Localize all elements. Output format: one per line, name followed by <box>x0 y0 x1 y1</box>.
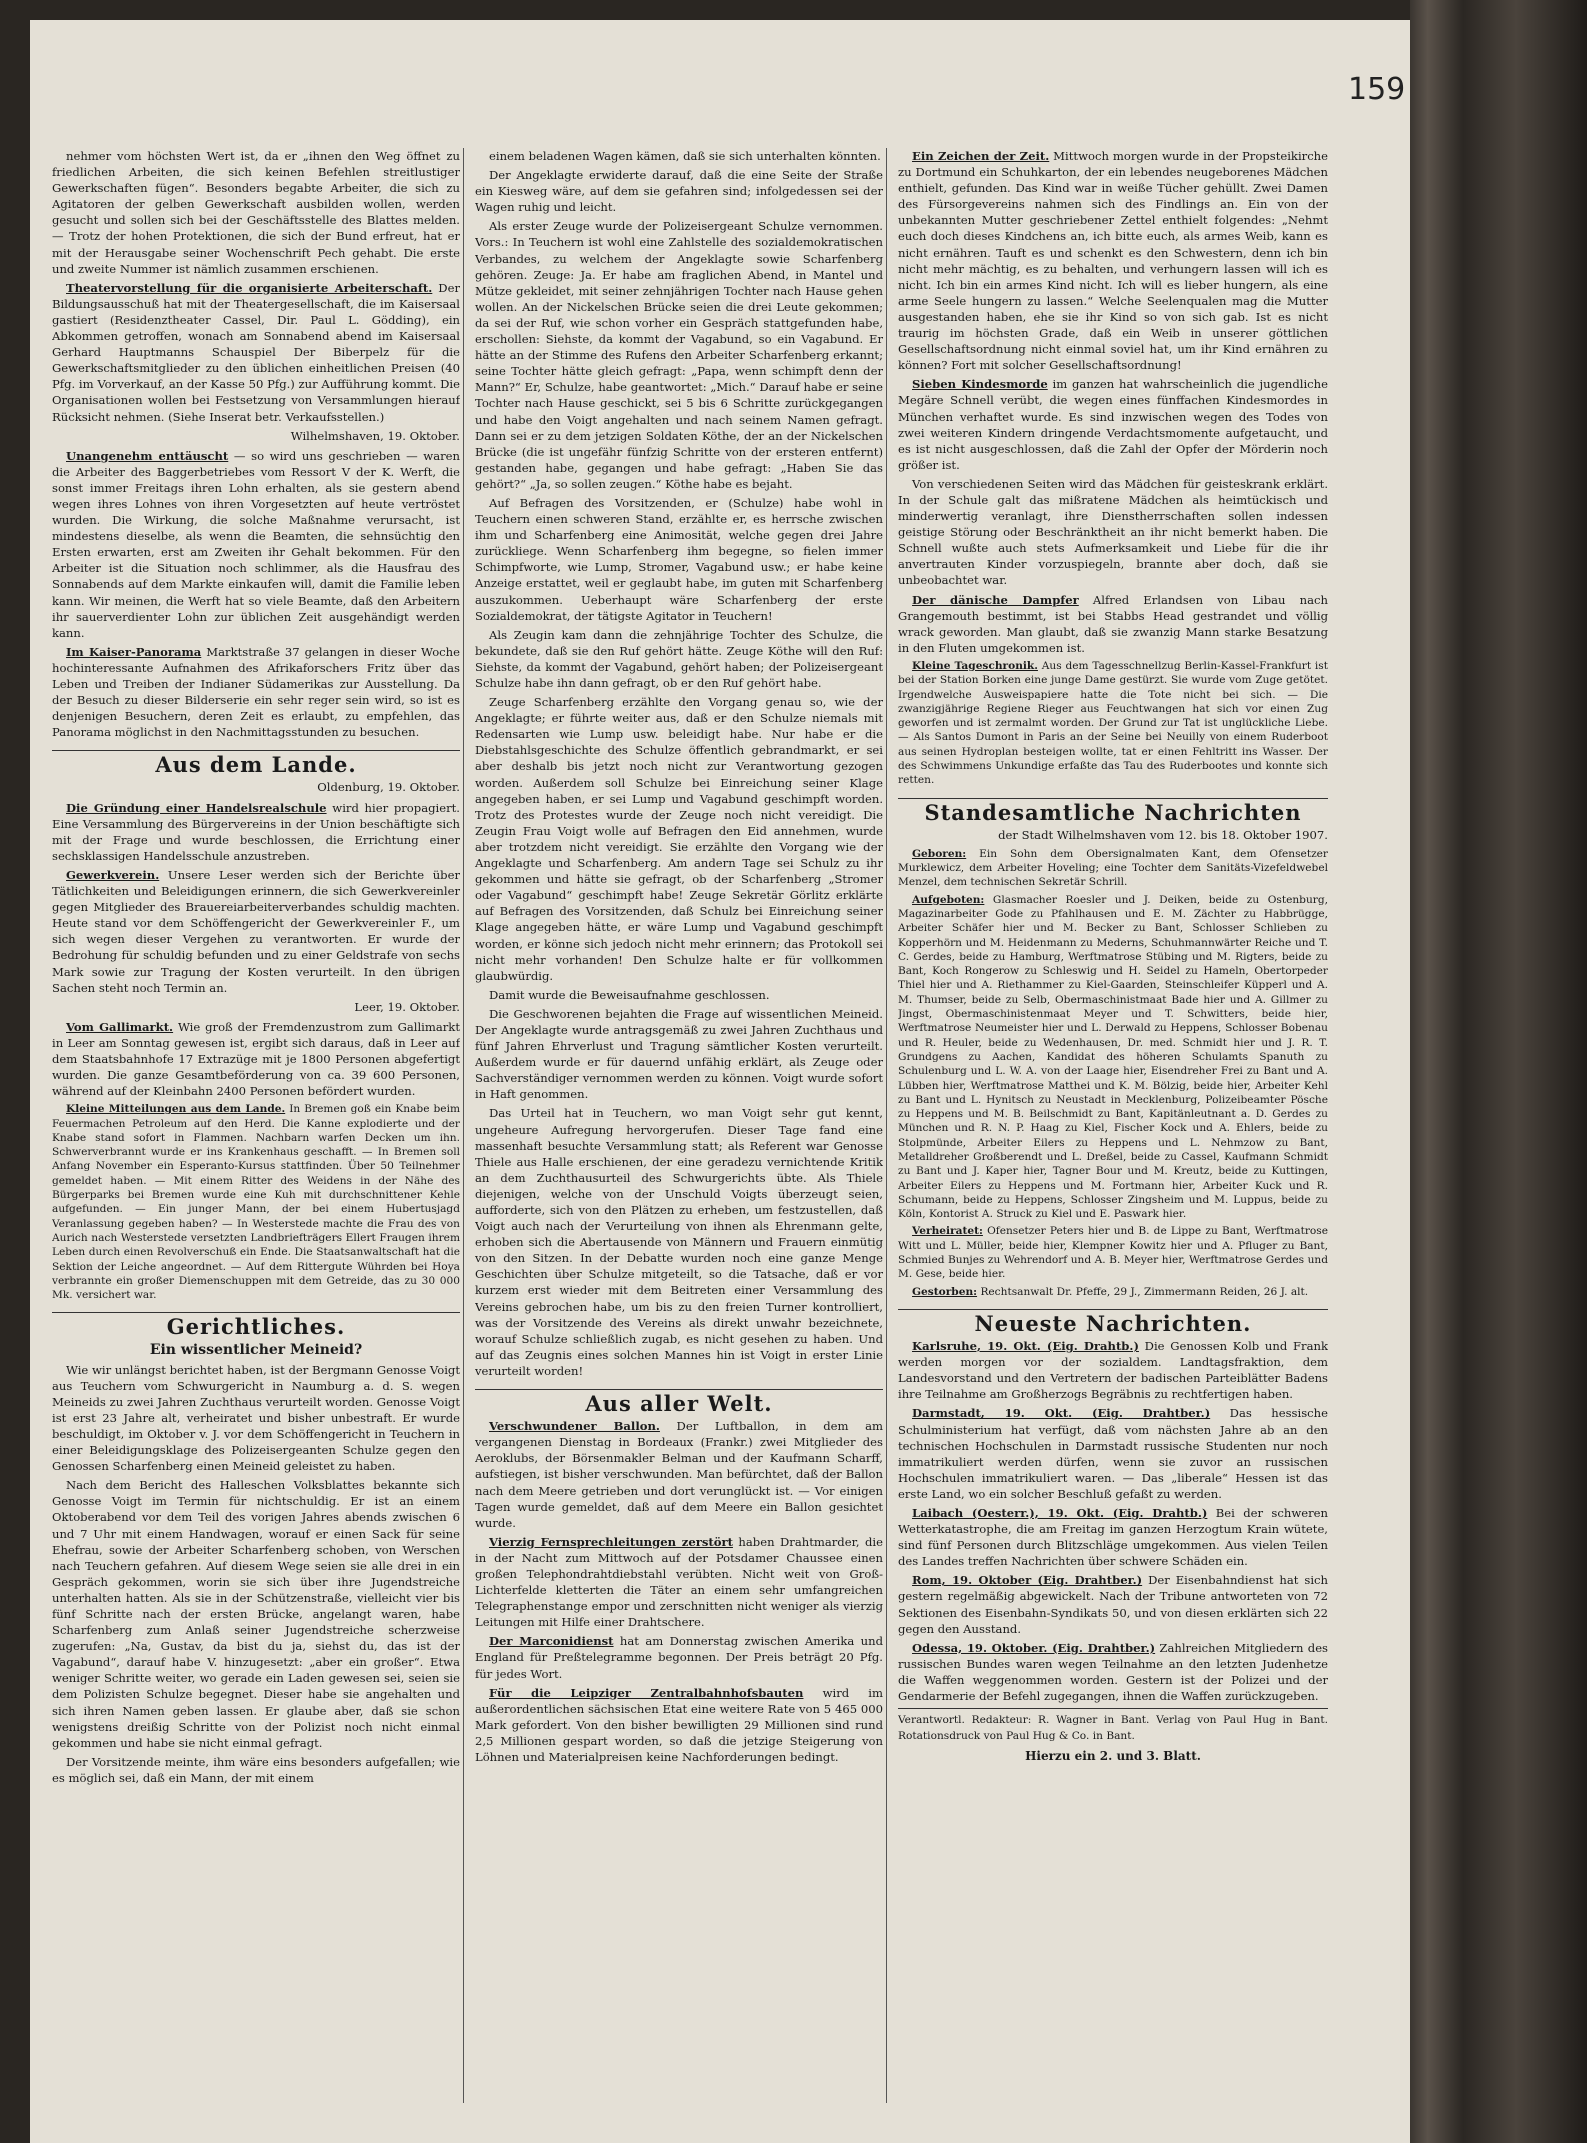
article-text: Die Geschworenen bejahten die Frage auf wissentlichen Meineid. Der Angeklagte wurde antragsgemäß zu zwei Jahren Zuchthaus und fünf Jahren Ehrverlust und Tragung sämtlicher Kosten verurteilt. Außerdem wurde er für dauernd unfähig erklärt, als Zeuge oder Sachverständiger vernommen werden zu können. Voigt wurde sofort in Haft genommen. <box>475 1006 883 1102</box>
article-paragraph <box>898 847 1328 890</box>
article-headline: Rom, 19. Oktober (Eig. Drahtber.) <box>912 1573 1143 1588</box>
section-heading: Aus aller Welt. <box>475 1389 883 1412</box>
article-paragraph <box>475 218 883 492</box>
article-text: wird hier propagiert. Eine Versammlung des Bürgervereins in der Union beschäftigte sich mit der Frage und wurde beschlossen, die Errichtung einer sechsklassigen Handelsschule anzustreben. <box>52 800 460 863</box>
article-text: Von verschiedenen Seiten wird das Mädchen für geisteskrank erklärt. In der Schule galt das mißratene Mädchen als heimtückisch und minderwertig veranlagt, ihre Dienstherrschaften sollen indessen geistige Störung oder Beschränktheit an ihr nicht bemerkt haben. Die Schnell wußte auch stets Aufmerksamkeit und Liebe für die ihr anvertrauten Kinder vorzuspiegeln, brannte aber doch, daß sie unbeobachtet war. <box>898 476 1328 588</box>
article-headline: Verschwundener Ballon. <box>489 1419 660 1434</box>
article-text: einem beladenen Wagen kämen, daß sie sich unterhalten könnten. <box>489 149 881 163</box>
dateline: Wilhelmshaven, 19. Oktober. <box>290 428 460 443</box>
imprint: Verantwortl. Redakteur: R. Wagner in Bant. Verlag von Paul Hug in Bant. Rotationsdruck von Paul Hug & Co. in Bant. <box>898 1708 1328 1744</box>
article-paragraph <box>475 627 883 691</box>
article-paragraph <box>52 1102 460 1302</box>
article-headline: Verheiratet: <box>912 1225 983 1238</box>
column-3 <box>898 148 1328 2103</box>
article-paragraph <box>52 280 460 425</box>
article-headline: Die Gründung einer Handelsrealschule <box>66 800 327 815</box>
article-paragraph <box>898 1405 1328 1502</box>
article-paragraph <box>898 376 1328 473</box>
article-headline: Odessa, 19. Oktober. (Eig. Drahtber.) <box>912 1640 1156 1655</box>
book-binding <box>1410 0 1587 2143</box>
article-text: — so wird uns geschrieben — waren die Arbeiter des Baggerbetriebes vom Ressort V der K. Werft, die sonst immer Freitags ihren Lohn erhalten, als sie gestern abend wegen ihres Lohnes von ihren Vorgesetzten auf heute vertröstet wurden. Die Wirkung, die solche Maßnahme verursacht, ist mindestens dieselbe, als wenn die Beamten, die sehnsüchtig den Ersten erwarten, erst am Zweiten ihr Gehalt bekommen. Für den Arbeiter ist die Situation noch schlimmer, als die Hausfrau des Sonnabends auf dem Markte einkaufen will, damit die Familie leben kann. Wir meinen, die Werft hat so viele Beamte, daß den Arbeitern ihr sauerverdienter Lohn zur üblichen Zeit ausgehändigt werden kann. <box>52 448 460 640</box>
dateline: Leer, 19. Oktober. <box>354 999 460 1014</box>
article-text: Zahlreichen Mitgliedern des russischen Bundes waren wegen Teilnahme an den letzten Judenhetze die Waffen weggenommen worden. Gestern ist der Polizei und der Gendarmerie der Befehl zugegangen, ihnen die Waffen zurückzugeben. <box>898 1640 1328 1704</box>
article-paragraph <box>898 1285 1328 1299</box>
page-number: 159 <box>1348 72 1406 107</box>
article-text: Der Angeklagte erwiderte darauf, daß die eine Seite der Straße ein Kiesweg wäre, auf dem sie gefahren sind; infolgedessen sei der Wagen ruhig und leicht. <box>475 168 883 215</box>
article-paragraph <box>475 1006 883 1103</box>
article-headline: Laibach (Oesterr.), 19. Okt. (Eig. Drahtb.) <box>912 1506 1208 1520</box>
article-paragraph <box>52 1362 460 1475</box>
article-text: Die Genossen Kolb und Frank werden morgen vor der sozialdem. Landtagsfraktion, dem Landesvorstand und den Vertretern der badischen Parteiblätter Badens ihre Teilnahme am Großherzogs Begräbnis zu rechtfertigen haben. <box>898 1339 1328 1402</box>
dateline: der Stadt Wilhelmshaven vom 12. bis 18. Oktober 1907. <box>998 827 1328 842</box>
section-heading: Aus dem Lande. <box>52 750 460 773</box>
dateline: Oldenburg, 19. Oktober. <box>317 780 460 795</box>
article-paragraph <box>898 659 1328 788</box>
article-paragraph <box>898 1338 1328 1402</box>
article-text: Nach dem Bericht des Halleschen Volksblattes bekannte sich Genosse Voigt im Termin für nichtschuldig. Er ist an einem Oktoberabend vor dem Teil des vorigen Jahres abends zwischen 6 und 7 Uhr mit einem Handwagen, worauf er einen Sack für seine Ehefrau, sowie der Arbeiter Scharfenberg schoben, von Werschen nach Teuchern gefahren. Auf diesem Wege seien sie alle drei in ein Gespräch gekommen, worin sie sich über ihre Jugendstreiche unterhalten hatten. Als sie in der Schützenstraße, vielleicht vier bis fünf Schritte nach der ersten Brücke, angelangt waren, habe Scharfenberg zum Anlaß seiner Jugendstreiche scherzweise zugerufen: „Na, Gustav, da bist du ja, siehst du, das ist der Vagabund“, darauf habe V. hinzugesetzt: „aber ein großer“. Etwa weniger Schritte weiter, wo gerade ein Laden gewesen sei, seien sie dem Polizisten Schulze begegnet. Dieser habe sie angehalten und sich ihren Namen geben lassen. Er glaube aber, daß sie schon wenigstens dreißig Schritte von der Polizist noch nicht einmal gekommen und habe sie nicht einmal gefragt. <box>52 1478 460 1750</box>
article-text: In Bremen goß ein Knabe beim Feuermachen Petroleum auf den Herd. Die Kanne explodierte und der Knabe stand sofort in Flammen. Nachbarn warfen Decken um ihn. Schwerverbrannt wurde er ins Krankenhaus geschafft. — In Bremen soll Anfang November ein Esperanto-Kursus stattfinden. Über 50 Teilnehmer gemeldet haben. — Mit einem Ritter des Weidens in der Nähe des Bürgerparks bei Bremen wurde eine Kuh mit durchschnittener Kehle aufgefunden. — Ein junger Mann, der bei einem Hubertusjagd Veranlassung gegeben haben? — In Westerstede machte die Frau des von Aurich nach Westerstede versetzten Landbriefträgers Ellert Fraugen ihrem Leben durch einen Revolverschuß ein Ende. Die Staatsanwaltschaft hat die Sektion der Leiche angeordnet. — Auf dem Rittergute Wührden bei Hoya verbrannte ein großer Diemenschuppen mit dem Getreide, das zu 30 000 Mk. versichert war. <box>52 1103 460 1302</box>
article-headline: Im Kaiser-Panorama <box>66 644 202 659</box>
section-heading: Neueste Nachrichten. <box>898 1309 1328 1332</box>
article-paragraph <box>475 1418 883 1531</box>
article-headline: Geboren: <box>912 847 967 860</box>
newspaper-page <box>30 20 1410 2143</box>
article-paragraph <box>475 148 883 164</box>
article-text: Aus dem Tagesschnellzug Berlin-Kassel-Frankfurt ist bei der Station Borken eine junge Dame gestürzt. Sie wurde vom Zuge getötet. Irgendwelche Ausweispapiere hatte die Tote nicht bei sich. — Die zwanzigjährige Regiene Rieger aus Feuchtwangen hat sich vor einen Zug geworfen und ist zermalmt worden. Der Grund zur Tat ist unglückliche Liebe. — Als Santos Dumont in Paris an der Seine bei Neuilly von einem Ruderboot aus seinen Hydroplan besteigen wollte, tat er einen Fehltritt ins Wasser. Der des Schwimmens Unkundige erfaßte das Tau des Ruderbootes und konnte sich retten. <box>898 659 1328 787</box>
article-text: Damit wurde die Beweisaufnahme geschlossen. <box>489 987 770 1002</box>
article-headline: Kleine Mitteilungen aus dem Lande. <box>66 1103 286 1116</box>
article-headline: Vierzig Fernsprechleitungen zerstört <box>489 1534 733 1549</box>
article-text: Alfred Erlandsen von Libau nach Grangemouth bestimmt, ist bei Stabbs Head gestrandet und völlig wrack geworden. Man glaubt, daß sie zwanzig Mann starke Besatzung in den Fluten umgekommen ist. <box>898 592 1328 655</box>
article-paragraph <box>475 694 883 984</box>
article-paragraph <box>475 1633 883 1681</box>
article-text: haben Drahtmarder, die in der Nacht zum Mittwoch auf der Potsdamer Chaussee einen großen Telephondrahtdiebstahl verübten. Nicht weit von Groß-Lichterfelde kletterten die Täter an einem sehr umfangreichen Telegraphenstange empor und zerschnitten nicht weniger als vierzig Leitungen mit Hilfe einer Drahtschere. <box>475 1534 883 1630</box>
supplement-note: Hierzu ein 2. und 3. Blatt. <box>1025 1749 1201 1764</box>
article-paragraph <box>898 1224 1328 1281</box>
article-paragraph <box>52 800 460 864</box>
article-headline: Für die Leipziger Zentralbahnhofsbauten <box>489 1685 804 1700</box>
article-text: Ein Sohn dem Obersignalmaten Kant, dem Ofensetzer Murklewicz, dem Arbeiter Hoveling; eine Tochter dem Sanitäts-Vizefeldwebel Menzel, dem technischen Sekretär Schrill. <box>898 847 1328 889</box>
article-text: Wie groß der Fremdenzustrom zum Gallimarkt in Leer am Sonntag gewesen ist, ergibt sich daraus, daß in Leer auf dem Staatsbahnhofe 17 Extrazüge mit je 1800 Personen abgefertigt wurden. Die ganze Gesamtbeförderung von ca. 39 600 Personen, während auf der Kleinbahn 2400 Personen befördert wurden. <box>52 1019 460 1099</box>
article-text: Bei der schweren Wetterkatastrophe, die am Freitag im ganzen Herzogtum Krain wütete, sind fünf Personen durch Blitzschläge umgekommen. Aus vielen Teilen des Landes treffen Nachrichten über schwere Schäden ein. <box>898 1506 1328 1569</box>
article-paragraph <box>52 867 460 996</box>
article-paragraph <box>52 1019 460 1099</box>
article-paragraph <box>475 495 883 624</box>
article-text: Marktstraße 37 gelangen in dieser Woche hochinteressante Aufnahmen des Afrikaforschers Fritz über das Leben und Treiben der Indianer Südamerikas zur Ausstellung. Da der Besuch zu dieser Bilderserie ein sehr reger sein wird, so ist es denjenigen Besuchern, deren Zeit es erlaubt, zu empfehlen, das Panorama möglichst in den Nachmittagsstunden zu besuchen. <box>52 644 460 740</box>
article-text: hat am Donnerstag zwischen Amerika und England für Preßtelegramme begonnen. Der Preis beträgt 20 Pfg. für jedes Wort. <box>475 1634 883 1681</box>
article-paragraph <box>475 167 883 215</box>
article-text: Als erster Zeuge wurde der Polizeisergeant Schulze vernommen. Vors.: In Teuchern ist wohl eine Zahlstelle des sozialdemokratischen Verbandes, zu welchem der Angeklagte sowie Scharfenberg gehören. Zeuge: Ja. Er habe am fraglichen Abend, in Mantel und Mütze gekleidet, mit seiner zehnjährigen Tochter nach Hause gehen wollen. An der Nickelschen Brücke seien die drei Leute gekommen; da sei der Ruf, wie schon vorher ein Gespräch stattgefunden habe, erschollen: Siehste, da kommt der Vagabund, so ein Vagabund. Er hätte an der Stimme des Rufens den Arbeiter Scharfenberg erkannt; seine Tochter hätte gleich gefragt: „Papa, wenn schimpft denn der Mann?“ Er, Schulze, habe geantwortet: „Mich.“ Darauf habe er seine Tochter nach Hause geschickt, sei 5 bis 6 Schritte zurückgegangen und habe den Voigt angehalten und nach seinem Namen gefragt. Dann sei er zu dem jetzigen Soldaten Köthe, der an der Nickelschen Brücke (die ist ungefähr fünfzig Schritte von der ersteren entfernt) gestanden habe, gegangen und habe gefragt: „Haben Sie das gehört?“ „Ja, so sollen zeugen.“ Köthe habe es bejaht. <box>475 219 883 491</box>
article-paragraph <box>475 987 883 1003</box>
article-paragraph <box>52 644 460 741</box>
article-headline: Darmstadt, 19. Okt. (Eig. Drahtber.) <box>912 1406 1211 1421</box>
article-headline: Theatervorstellung für die organisierte Arbeiterschaft. <box>66 280 433 295</box>
column-2 <box>475 148 883 2103</box>
article-text: Der Eisenbahndienst hat sich gestern regelmäßig abgewickelt. Nach der Tribune antworteten von 72 Sektionen des Eisenbahn-Syndikats 50, und von diesen erklärten sich 22 gegen den Ausstand. <box>898 1573 1328 1636</box>
article-text: Als Zeugin kam dann die zehnjährige Tochter des Schulze, die bekundete, daß sie den Ruf gehört hätte. Zeuge Köthe will den Ruf: Siehste, da kommt der Vagabund, gehört haben; der Polizeisergeant Schulze habe ihn dann gefragt, ob er den Ruf gehört habe. <box>475 627 883 690</box>
article-paragraph <box>898 148 1328 373</box>
column-1 <box>52 148 460 2103</box>
article-text: Das Urteil hat in Teuchern, wo man Voigt sehr gut kennt, ungeheure Aufregung hervorgerufen. Dieser Tage fand eine massenhaft besuchte Versammlung statt; als Referent war Genosse Thiele aus Halle erschienen, der eine geradezu vernichtende Kritik an dem Zuchthausurteil des Schwurgerichts übte. Als Thiele diejenigen, welche von der Unschuld Voigts überzeugt seien, aufforderte, sich von den Plätzen zu erheben, um festzustellen, daß Voigt auch nach der Verurteilung von ihnen als Ehrenmann gelte, erhoben sich die Abertausende von Männern und Frauern einmütig von den Sitzen. In der Debatte wurden noch eine ganze Menge Geschichten über Schulze mitgeteilt, so die Tatsache, daß er vor kurzem erst wieder mit dem Beitreten einer Versammlung des Vereins gebrochen habe, um bis zu den freien Turner kontrolliert, was der Vorsitzende des Vereins als direkt unwahr bezeichnete, worauf Schulze schließlich zugab, es nicht gesehen zu haben. Und auf das Zeugnis eines solchen Mannes hin ist Voigt in erster Linie verurteilt worden! <box>475 1106 883 1378</box>
article-text: im ganzen hat wahrscheinlich die jugendliche Megäre Schnell verübt, die wegen eines fünffachen Kindesmordes in München verhaftet wurde. Es sind inzwischen wegen des Todes von zwei weiteren Kindern dringende Verdachtsmomente aufgetaucht, und es ist nicht ausgeschlossen, daß die Zahl der Opfer der Mörderin noch größer ist. <box>898 377 1328 472</box>
section-heading: Standesamtliche Nachrichten <box>898 798 1328 821</box>
article-text: Das hessische Schulministerium hat verfügt, daß vom nächsten Jahre ab an den technischen Hochschulen in Darmstadt russische Studenten nur noch immatrikuliert werden dürfen, wenn sie zuvor an russischen Hochschulen immatrikuliert waren. — Das „liberale“ Hessen ist das erste Land, wo ein solcher Beschluß gefaßt zu werden. <box>898 1406 1328 1501</box>
article-headline: Kleine Tageschronik. <box>912 659 1038 672</box>
article-text: Unsere Leser werden sich der Berichte über Tätlichkeiten und Beleidigungen erinnern, die sich Gewerkvereinler gegen Mitglieder des Brauereiarbeiterverbandes schuldig machten. Heute stand vor dem Schöffengericht der Gewerkvereinler F., um sich wegen dieser Vergehen zu verantworten. Er wurde der Bedrohung für schuldig befunden und zu einer Geldstrafe von sechs Mark sowie zur Tragung der Kosten verurteilt. In den übrigen Sachen steht noch Termin an. <box>52 867 460 995</box>
article-subheading: Ein wissentlicher Meineid? <box>149 1341 363 1358</box>
article-text: Zeuge Scharfenberg erzählte den Vorgang genau so, wie der Angeklagte; er führte weiter aus, daß er den Schulze niemals mit Redensarten wie Lump usw. beleidigt habe. Nur habe er die Diebstahlsgeschichte des Schulze öffentlich gebrandmarkt, er sei aber deshalb bis jetzt noch nicht zur Verantwortung gezogen worden. Außerdem soll Schulze bei Einreichung seiner Klage angegeben haben, er sei Lump und Vagabund geschimpft worden. Trotz des Protestes wurde der Zeuge noch nicht vereidigt. Die Zeugin Frau Voigt wolle auf Befragen den Eid annehmen, wurde aber trotzdem nicht vereidigt. Sie erzählte den Vorgang wie der Angeklagte und Scharfenberg. Am andern Tage sei Schulz zu ihr gekommen und hätte sie gefragt, ob der Scharfenberg „Stromer oder Vagabund“ geschimpft habe! Zeuge Sekretär Görlitz erklärte auf Befragen des Vorsitzenden, daß Schulz bei Einreichung seiner Klage angegeben hätte, er wäre Lump und Vagabund geschimpft worden, er könne sich jedoch nicht mehr erinnern; das Protokoll sei nicht mehr vorhanden! Den Schulze halte er für vollkommen glaubwürdig. <box>475 695 883 983</box>
article-text: Auf Befragen des Vorsitzenden, er (Schulze) habe wohl in Teuchern einen schweren Stand, erzählte er, es herrsche zwischen ihm und Scharfenberg eine Animosität, welche gegen drei Jahre zurückliege. Wenn Scharfenberg ihm begegne, so fielen immer Schimpfworte, wie Lump, Stromer, Vagabund usw.; er habe keine Anzeige erstattet, weil er geglaubt habe, im guten mit Scharfenberg auszukommen. Ueberhaupt wäre Scharfenberg der erste Sozialdemokrat, der tätigste Agitator in Teuchern! <box>475 495 883 623</box>
article-text: Ofensetzer Peters hier und B. de Lippe zu Bant, Werftmatrose Witt und L. Müller, beide hier, Klempner Kowitz hier und A. Pfluger zu Bant, Schmied Bunjes zu Wehrendorf und A. B. Meyer hier, Werftmatrose Gerdes und M. Gese, beide hier. <box>898 1225 1328 1281</box>
article-paragraph <box>475 1685 883 1765</box>
article-paragraph <box>898 1640 1328 1704</box>
article-text: Rechtsanwalt Dr. Pfeffe, 29 J., Zimmermann Reiden, 26 J. alt. <box>980 1285 1309 1298</box>
article-paragraph <box>475 1105 883 1379</box>
article-text: Glasmacher Roesler und J. Deiken, beide zu Ostenburg, Magazinarbeiter Gode zu Pfahlhausen und E. M. Zächter zu Habbrügge, Arbeiter Schäfer hier und M. Becker zu Bant, Schlosser Schlieben zu Kopperhörn und M. Heidenmann zu Mederns, Schuhmannwärter Reiche und T. C. Gerdes, beide zu Hamburg, Werftmatrose Stübing und M. Rigters, beide zu Bant, Koch Rongerow zu Schleswig und H. Seidel zu Hameln, Obertorpeder Thiel hier und A. Riethammer zu Kiel-Gaarden, Steinschleifer Küpperl und A. M. Thumser, beide zu Selb, Obermaschinistmaat Bade hier und A. Gillmer zu Jingst, Obermaschinistenmaat Meyer und T. Schwitters, beide hier, Werftmatrose Neumeister hier und L. Derwald zu Heppens, Schlosser Bobenau und R. Heuler, beide zu Wedenhausen, Dr. med. Schmidt hier und J. R. T. Grundgens zu Aachen, Kandidat des höheren Schulamts Spanuth zu Schulenburg und L. W. A. von der Laage hier, Eisendreher Frei zu Bant und A. Lübben hier, Werftmatrose Matthei und K. M. Bölzig, beide hier, Arbeiter Kehl zu Bant und L. Hynitsch zu Neustadt in Mecklenburg, Polizeibeamter Pösche zu Heppens und M. B. Beilschmidt zu Bant, Kapitänleutnant a. D. Gerdes zu München und R. N. P. Haag zu Kiel, Fischer Kock und A. Ehlers, beide zu Stolpmünde, Arbeiter Eilers zu Heppens und L. Nehmzow zu Bant, Metalldreher Großberendt und L. Dreßel, beide zu Cassel, Kaufmann Schmidt zu Bant und J. Kaper hier, Tagner Bour und M. Kreutz, beide zu Kuttingen, Arbeiter Eilers zu Heppens und M. Fortmann hier, Arbeiter Kuck und R. Schumann, beide zu Heppens, Schlosser Zingsheim und M. Luppus, beide zu Köln, Kontorist A. Struck zu Kiel und E. Paswark hier. <box>898 893 1328 1221</box>
column-rule <box>463 148 464 2103</box>
article-paragraph <box>52 448 460 641</box>
article-headline: Unangenehm enttäuscht <box>66 448 229 463</box>
article-text: Mittwoch morgen wurde in der Propsteikirche zu Dortmund ein Schuhkarton, der ein lebendes neugeborenes Mädchen enthielt, gefunden. Das Kind war in weiße Tücher gehüllt. Zwei Damen des Fürsorgevereins nahmen sich des Findlings an. Ein von der unbekannten Mutter geschriebener Zettel enthielt folgendes: „Nehmt euch doch dieses Kindchens an, ich bitte euch, als armes Weib, kann es nicht ernähren. Tauft es und schenkt es den Schwestern, denn ich bin nicht mehr mächtig, es zu behalten, und verhungern lassen will ich es nicht. Ich bin ein armes Kind nicht. Ich will es lieber hungern, als eine arme Seele hungern zu lassen.“ Welche Seelenqualen mag die Mutter ausgestanden haben, ehe sie ihr Kind so von sich gab. Ist es nicht traurig im höchsten Grade, daß ein Weib in unserer göttlichen Gesellschaftsordnung nicht einmal soviel hat, um ihr Kind ernähren zu können? Fort mit solcher Gesellschaftsordnung! <box>898 149 1328 373</box>
article-paragraph <box>52 1754 460 1786</box>
article-headline: Sieben Kindesmorde <box>912 377 1048 392</box>
article-headline: Karlsruhe, 19. Okt. (Eig. Drahtb.) <box>912 1339 1139 1354</box>
article-paragraph <box>52 148 460 277</box>
section-heading: Gerichtliches. <box>52 1312 460 1335</box>
article-headline: Gestorben: <box>912 1285 978 1298</box>
article-paragraph <box>898 1505 1328 1569</box>
article-text: nehmer vom höchsten Wert ist, da er „ihnen den Weg öffnet zu friedlichen Arbeiten, die sich keinen Befehlen streitlustiger Gewerkschaften fügen“. Besonders begabte Arbeiter, die sich zu Agitatoren der gelben Gewerkschaft ausbilden wollen, werden gesucht und sollen sich bei der Geschäftsstelle des Blattes melden. — Trotz der hohen Protektionen, die sich der Bund erfreut, hat er mit der Herausgabe seiner Wochenschrift Pech gehabt. Die erste und zweite Nummer ist nämlich zusammen erschienen. <box>52 149 460 276</box>
article-text: Der Vorsitzende meinte, ihm wäre eins besonders aufgefallen; wie es möglich sei, daß ein Mann, der mit einem <box>52 1754 460 1785</box>
article-paragraph <box>898 592 1328 656</box>
article-paragraph <box>52 1477 460 1751</box>
article-paragraph <box>898 476 1328 589</box>
column-rule <box>886 148 887 2103</box>
article-headline: Der Marconidienst <box>489 1634 614 1649</box>
article-text: Der Bildungsausschuß hat mit der Theatergesellschaft, die im Kaisersaal gastiert (Residenztheater Cassel, Dir. Paul L. Gödding), ein Abkommen getroffen, wonach am Sonnabend abend im Kaisersaal Gerhard Hauptmanns Schauspiel Der Biberpelz für die Gewerkschaftsmitglieder zu den üblichen einheitlichen Preisen (40 Pfg. im Vorverkauf, an der Kasse 50 Pfg.) zur Aufführung kommt. Die Organisationen wollen bei Festsetzung von Versammlungen hierauf Rücksicht nehmen. (Siehe Inserat betr. Verkaufsstellen.) <box>52 280 460 424</box>
article-paragraph <box>475 1534 883 1631</box>
article-text: Der Luftballon, in dem am vergangenen Dienstag in Bordeaux (Frankr.) zwei Mitglieder des Aeroklubs, der Börsenmakler Belman und der Kaufmann Scharff, aufstiegen, ist bisher verschwunden. Man befürchtet, daß der Ballon nach dem Meere getrieben und dort verunglückt ist. — Vor einigen Tagen wurde gemeldet, daß auf dem Meere ein Ballon gesichtet wurde. <box>475 1419 883 1530</box>
article-headline: Aufgeboten: <box>912 893 985 906</box>
article-paragraph <box>898 893 1328 1222</box>
article-text: Wie wir unlängst berichtet haben, ist der Bergmann Genosse Voigt aus Teuchern vom Schwurgericht in Naumburg a. d. S. wegen Meineids zu zwei Jahren Zuchthaus verurteilt worden. Genosse Voigt ist erst 23 Jahre alt, verheiratet und bisher unbestraft. Er wurde beschuldigt, im Oktober v. J. vor dem Schöffengericht in Teuchern in einer Beleidigungsklage des Polizeisergeanten Schulze gegen den Genossen Scharfenberg einen Meineid geleistet zu haben. <box>52 1362 460 1474</box>
article-headline: Ein Zeichen der Zeit. <box>912 149 1050 163</box>
article-headline: Der dänische Dampfer <box>912 592 1079 607</box>
article-text: wird im außerordentlichen sächsischen Etat eine weitere Rate von 5 465 000 Mark gefordert. Von den bisher bewilligten 29 Millionen sind rund 2,5 Millionen gespart worden, so daß die jetzige Steigerung von Löhnen und Materialpreisen keine Nachforderungen bedingt. <box>475 1685 883 1764</box>
article-headline: Gewerkverein. <box>66 867 160 882</box>
article-headline: Vom Gallimarkt. <box>66 1019 174 1034</box>
article-paragraph <box>898 1572 1328 1636</box>
